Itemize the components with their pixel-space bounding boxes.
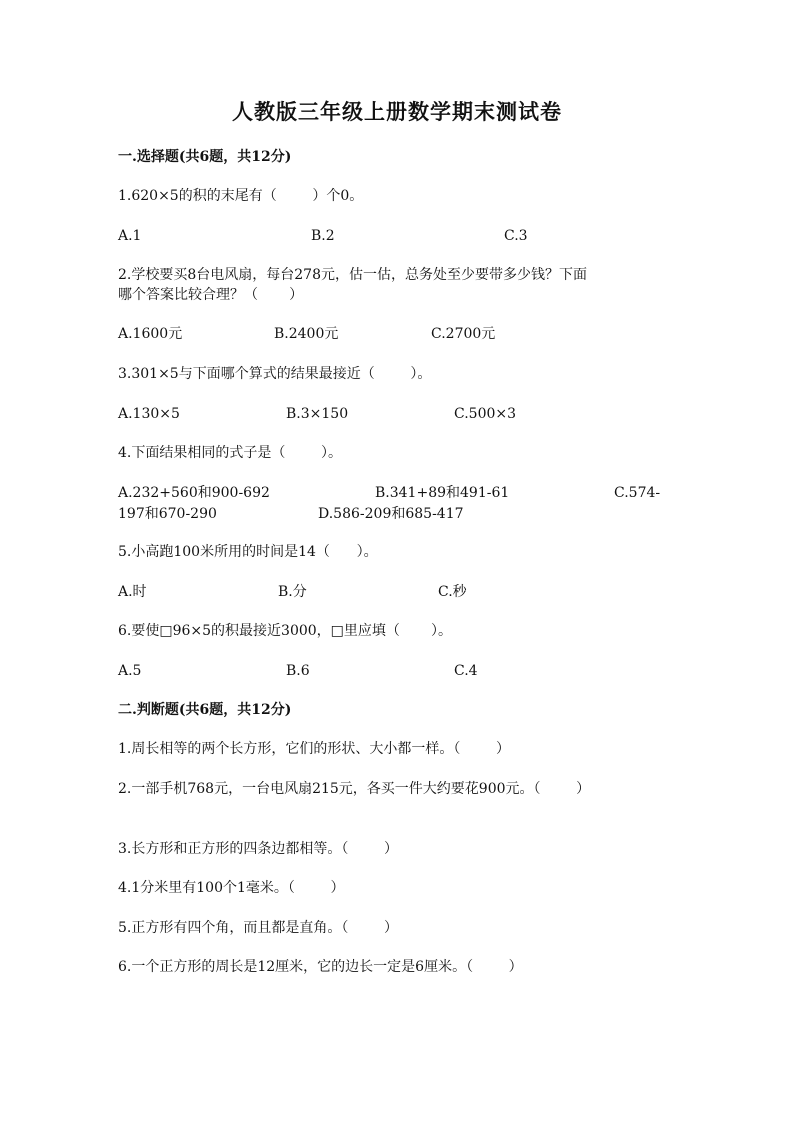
judge-item-3: 3.长方形和正方形的四条边都相等。（ ）: [118, 841, 398, 857]
question-2-line-2: 哪个答案比较合理？（ ）: [118, 287, 304, 303]
option-a: A.1: [118, 228, 142, 244]
section-heading-true-false: 二.判断题(共6题，共12分): [118, 702, 292, 718]
option-c: C.574-: [614, 485, 661, 501]
question-2-line-1: 2.学校要买8台电风扇，每台278元，估一估，总务处至少要带多少钱？下面: [118, 267, 587, 283]
option-b: B.3×150: [286, 406, 349, 422]
question-6: 6.要使□96×5的积最接近3000，□里应填（ ）。: [118, 623, 453, 639]
option-c: C.秒: [438, 584, 467, 600]
question-1: 1.620×5的积的末尾有（ ）个0。: [118, 188, 364, 204]
judge-item-1: 1.周长相等的两个长方形，它们的形状、大小都一样。（ ）: [118, 741, 510, 757]
question-3: 3.301×5与下面哪个算式的结果最接近（ ）。: [118, 366, 432, 382]
option-b: B.2400元: [274, 326, 339, 342]
option-c: C.2700元: [431, 326, 496, 342]
option-c: C.3: [504, 228, 528, 244]
question-4: 4.下面结果相同的式子是（ ）。: [118, 445, 342, 461]
option-b: B.341+89和491-61: [375, 485, 510, 501]
option-b: B.分: [278, 584, 307, 600]
question-5: 5.小高跑100米所用的时间是14（ ）。: [118, 544, 378, 560]
option-a: A.1600元: [118, 326, 183, 342]
judge-item-4: 4.1分米里有100个1毫米。（ ）: [118, 880, 345, 896]
judge-item-5: 5.正方形有四个角，而且都是直角。（ ）: [118, 920, 398, 936]
option-b: B.2: [311, 228, 335, 244]
option-a: A.130×5: [118, 406, 180, 422]
judge-item-2: 2.一部手机768元，一台电风扇215元，各买一件大约要花900元。（ ）: [118, 781, 591, 797]
page-title: 人教版三年级上册数学期末测试卷: [232, 99, 562, 124]
option-d: D.586-209和685-417: [318, 506, 464, 522]
option-c: C.4: [454, 663, 478, 679]
option-b: B.6: [286, 663, 310, 679]
option-c-continued: 197和670-290: [118, 506, 217, 522]
option-a: A.232+560和900-692: [118, 485, 270, 501]
section-heading-choice: 一.选择题(共6题，共12分): [118, 149, 292, 165]
option-a: A.5: [118, 663, 142, 679]
option-c: C.500×3: [454, 406, 517, 422]
judge-item-6: 6.一个正方形的周长是12厘米，它的边长一定是6厘米。（ ）: [118, 959, 523, 975]
option-a: A.时: [118, 584, 147, 600]
